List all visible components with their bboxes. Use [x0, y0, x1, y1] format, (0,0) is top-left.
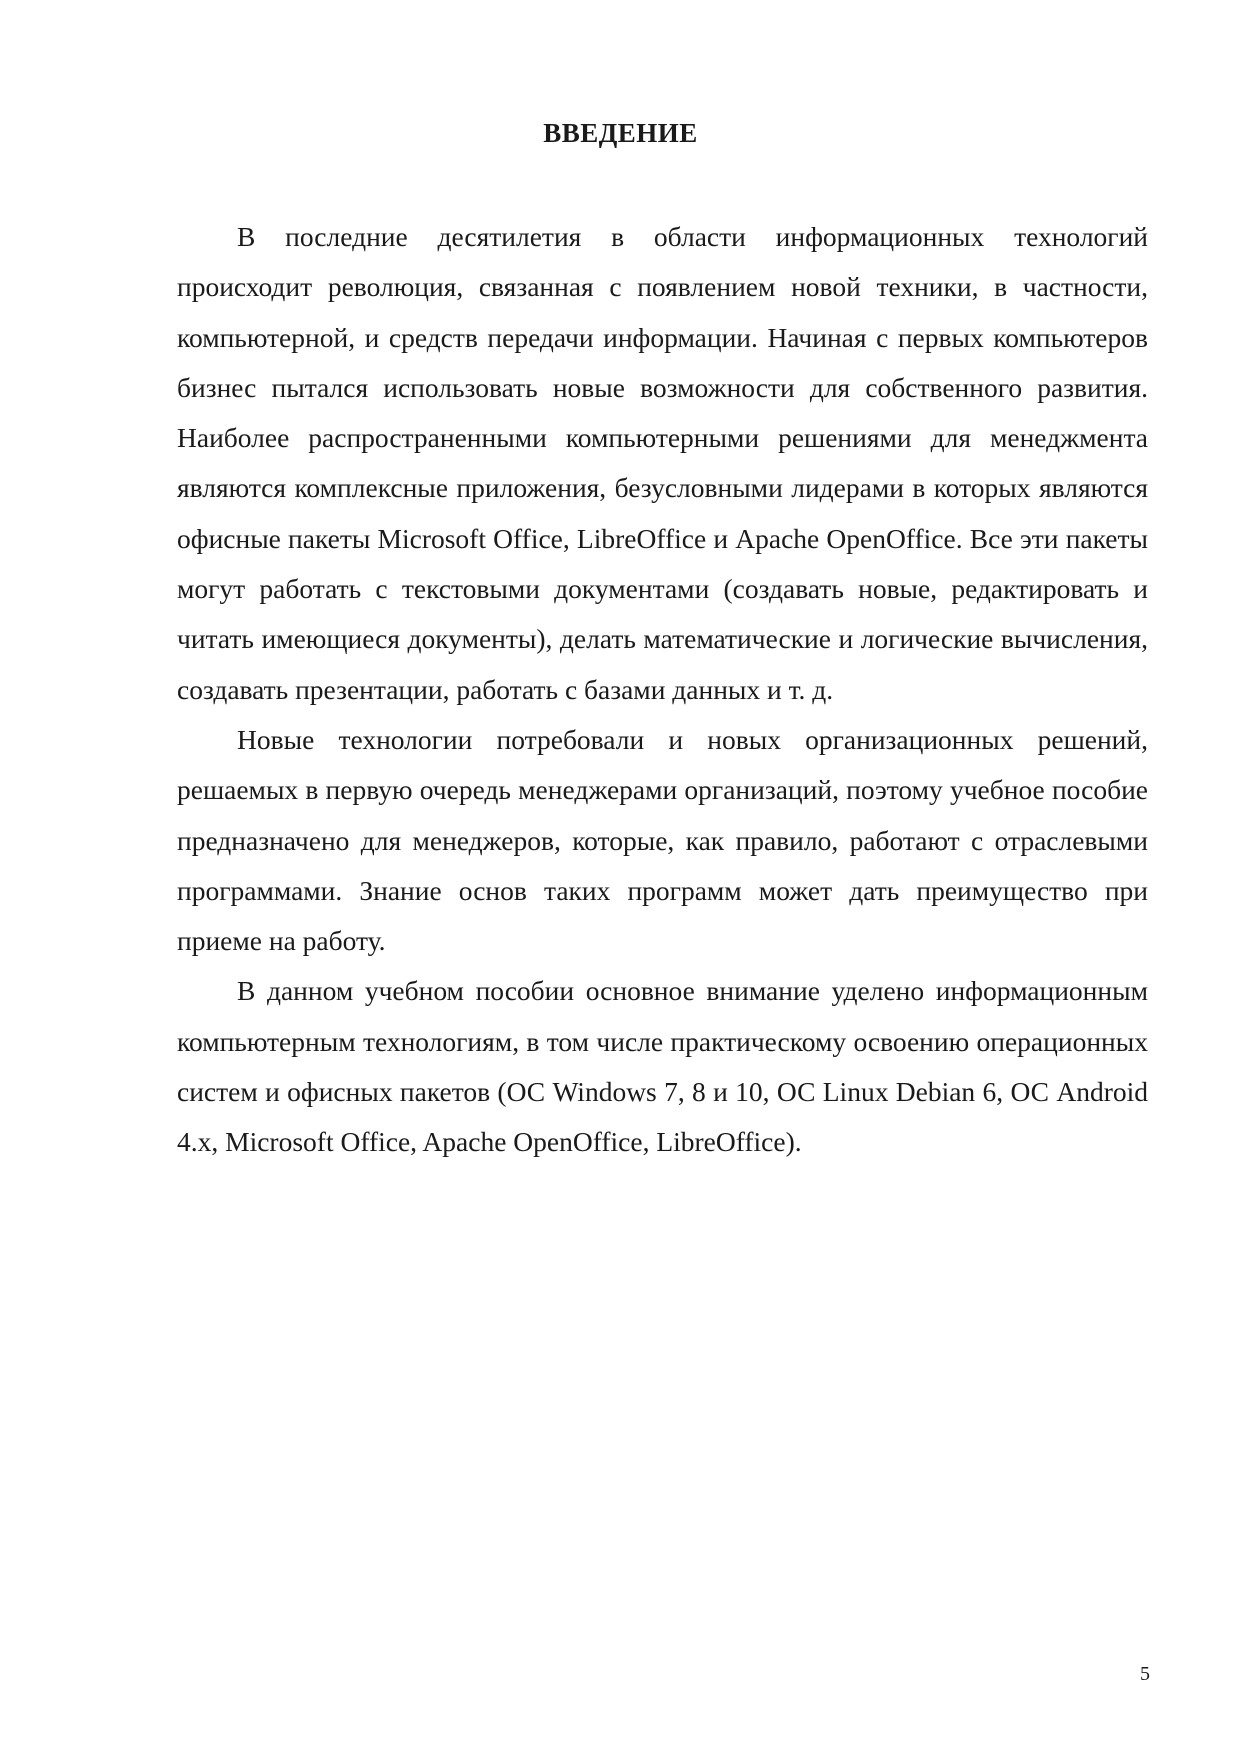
page-number: 5 — [1140, 1663, 1150, 1685]
body-text — [177, 212, 1148, 1168]
paragraph-2: Новые технологии потребовали и новых организационных решений, решаемых в первую очередь менеджерами организаций, поэтому учебное пособие предназначено для менеджеров, которые, как правило, работают с отраслевыми программами. Знание основ таких программ может дать преимущество при приеме на работу. — [177, 723, 1148, 957]
page-title: ВВЕДЕНИЕ — [543, 118, 698, 148]
paragraph-3: В данном учебном пособии основное внимание уделено информационным компьютерным технологиям, в том числе практическому освоению операционных систем и офисных пакетов (ОС Windows 7, 8 и 10, ОС Linux Debian 6, ОС Android 4.x, Microsoft Office, Apache OpenOffice, LibreOffice). — [177, 975, 1148, 1158]
paragraph-1: В последние десятилетия в области информационных технологий происходит революция, связанная с появлением новой техники, в частности, компьютерной, и средств передачи информации. Начиная с первых компьютеров бизнес пытался использовать новые возможности для собственного развития. Наиболее распространенными компьютерными решениями для менеджмента являются комплексные приложения, безусловными лидерами в которых являются офисные пакеты Microsoft Office, LibreOffice и Apache OpenOffice. Все эти пакеты могут работать с текстовыми документами (создавать новые, редактировать и читать имеющиеся документы), делать математические и логические вычисления, создавать презентации, работать с базами данных и т. д. — [177, 221, 1148, 705]
